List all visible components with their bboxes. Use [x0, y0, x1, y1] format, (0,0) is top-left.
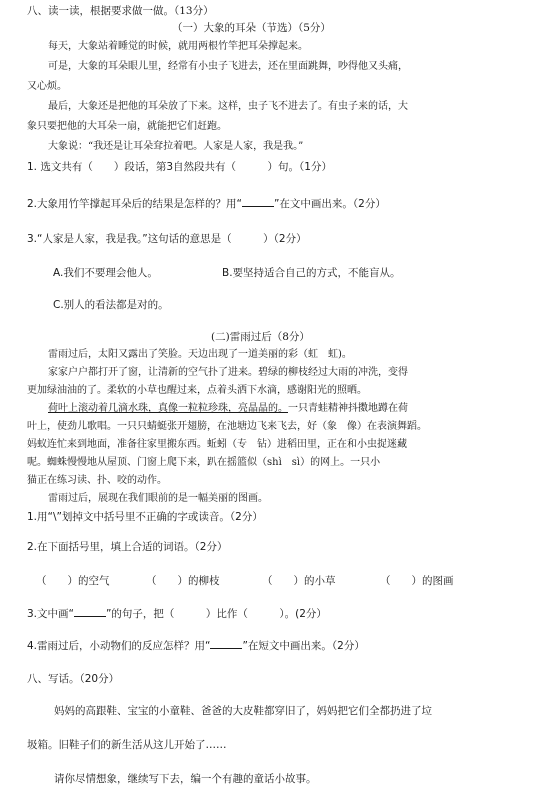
underline-blank	[74, 606, 106, 617]
section-8-title: 八、读一读，根据要求做一做。（13分）	[27, 5, 214, 17]
question-p2-3	[27, 606, 327, 621]
writing-prompt-line: 妈妈的高跟鞋、宝宝的小童鞋、爸爸的大皮鞋都穿旧了，妈妈把它们全都扔进了垃	[54, 705, 432, 717]
passage-1-line: 可是，大象的耳朵眼儿里，经常有小虫子飞进去，还在里面跳舞，吵得他又头痛，	[48, 61, 408, 72]
question-3: 3.“人家是人家，我是我。”这句话的意思是（ ）（2分）	[27, 233, 307, 245]
question-p2-2: 2.在下面括号里，填上合适的词语。（2分）	[27, 541, 228, 553]
question-1: 1. 选文共有（ ）段话，第3自然段共有（ ）句。（1分）	[27, 161, 332, 173]
question-p2-3-text-b: ”的句子，把（ ）比作（ ）。(2分）	[105, 608, 327, 620]
passage-2-line: 雷雨过后，太阳又露出了笑脸。天边出现了一道美丽的彩（虹 虹)。	[48, 349, 352, 360]
option-b: B.要坚持适合自己的方式，不能盲从。	[222, 267, 401, 279]
fill-item: （ ）的图画	[380, 575, 454, 587]
question-p2-4	[27, 638, 365, 653]
question-2-text-a: 2.大象用竹竿撑起耳朵后的结果是怎样的？用“	[27, 198, 242, 210]
question-2-text-b: ”在文中画出来。（2分）	[273, 198, 386, 210]
option-a: A.我们不要理会他人。	[53, 267, 158, 279]
option-c: C.别人的看法都是对的。	[53, 299, 169, 311]
passage-2-line: 家家户户都打开了窗，让清新的空气扑了进来。碧绿的柳枝经过大雨的冲洗，变得	[48, 367, 408, 378]
passage-2-line: 雷雨过后，展现在我们眼前的是一幅美丽的图画。	[48, 493, 268, 504]
writing-prompt-line: 圾箱。旧鞋子们的新生活从这儿开始了……	[27, 739, 227, 751]
fill-item: （ ）的柳枝	[146, 575, 220, 587]
passage-2-line	[48, 402, 408, 416]
underlined-sentence: 荷叶上滚动着几滴水珠，真像一粒粒珍珠，亮晶晶的。	[48, 403, 288, 414]
fill-item: （ ）的小草	[262, 575, 336, 587]
underline-blank	[242, 196, 274, 207]
section-9-title: 八、写话。（20分）	[27, 673, 120, 685]
fill-item: （ ）的空气	[36, 575, 110, 587]
passage-1-line: 大象说：“我还是让耳朵耷拉着吧。人家是人家，我是我。”	[48, 141, 304, 152]
passage-2-line: 更加绿油油的了。柔软的小草也醒过来，点着头洒下水滴，感谢阳光的照晒。	[27, 385, 367, 396]
passage-1-line: 象只要把他的大耳朵一扇，就能把它们赶跑。	[27, 121, 227, 132]
passage-2-line: 呢。蜘蛛慢慢地从屋顶、门窗上爬下来，趴在摇篮似（shì sì）的网上。一只小	[27, 457, 381, 468]
underline-blank	[210, 638, 242, 649]
passage-2-line-rest: 一只青蛙精神抖擞地蹲在荷	[288, 403, 408, 414]
passage-1-line: 每天，大象站着睡觉的时候，就用两根竹竿把耳朵撑起来。	[48, 41, 308, 52]
passage-2-line: 猫正在练习读、扑、咬的动作。	[27, 475, 167, 486]
passage-2-title: (二)雷雨过后（8分）	[211, 331, 310, 343]
question-2	[27, 196, 386, 211]
question-p2-1: 1.用“\”划掉文中括号里不正确的字或读音。（2分）	[27, 511, 263, 523]
question-p2-3-text-a: 3.文中画“	[27, 608, 74, 620]
question-p2-4-text-a: 4.雷雨过后，小动物们的反应怎样？用“	[27, 640, 211, 652]
writing-prompt-line: 请你尽情想象，继续写下去，编一个有趣的童话小故事。	[54, 773, 317, 785]
passage-1-line: 最后，大象还是把他的耳朵放了下来。这样，虫子飞不进去了。有虫子来的话，大	[48, 101, 408, 112]
question-p2-4-text-b: ”在短文中画出来。（2分）	[242, 640, 365, 652]
passage-2-line: 妈蚁连忙来到地面，准备往家里搬东西。蚯蚓（专 钻）进稻田里，正在和小虫捉迷藏	[27, 439, 407, 450]
passage-1-line: 又心烦。	[27, 81, 67, 92]
passage-2-line: 叶上，使劲儿歌唱。一只只蜻蜓张开翅膀，在池塘边飞来飞去，好（象 像）在表演舞蹈。	[27, 421, 427, 432]
passage-1-title: （一）大象的耳朵（节选）（5分）	[172, 22, 331, 34]
